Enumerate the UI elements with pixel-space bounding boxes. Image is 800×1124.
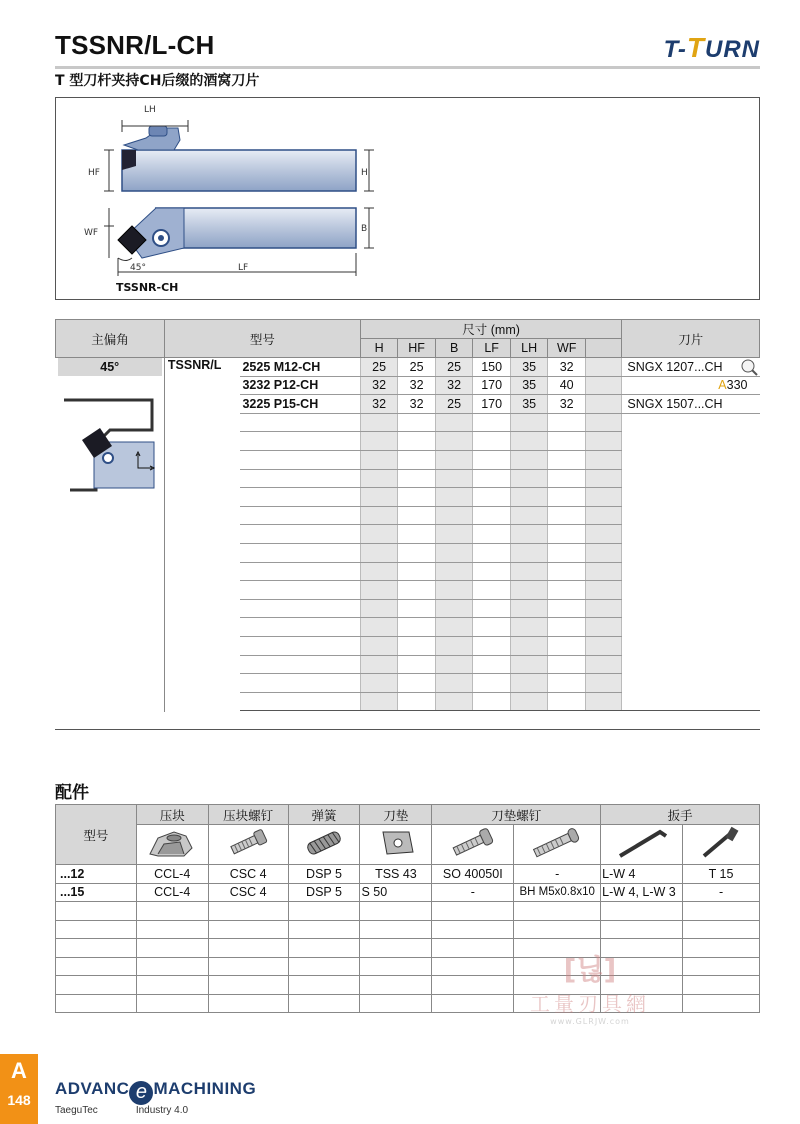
dim-label-lh: LH <box>144 105 156 115</box>
dim-cell: 40 <box>548 376 586 395</box>
acc-cell: DSP 5 <box>288 883 360 902</box>
angle-cell <box>56 358 165 712</box>
insert-name: SNGX 1507...CH <box>622 395 760 414</box>
acc-cell: TSS 43 <box>360 865 432 884</box>
dim-cell <box>585 358 621 377</box>
angle-value: 45° <box>58 358 162 376</box>
dim-label-lf: LF <box>238 263 249 273</box>
tool-drawing <box>55 97 760 300</box>
brand-logo <box>664 32 760 64</box>
acc-cell: SO 40050I <box>432 865 514 884</box>
dim-cell: 25 <box>398 358 436 377</box>
dim-label-wf: WF <box>84 228 99 238</box>
spring-icon <box>288 825 360 865</box>
logo-sub-left: TaeguTec <box>55 1105 98 1116</box>
watermark-icon: [닎] <box>563 953 617 986</box>
insert-name: SNGX 1207...CH <box>627 359 723 374</box>
acc-header-wrench: 扳手 <box>601 805 760 825</box>
header-insert: 刀片 <box>622 320 760 358</box>
dim-label-angle: 45° <box>130 263 146 273</box>
page-tab <box>0 1054 38 1124</box>
model-2525-m12-ch: 2525 M12-CH <box>240 358 360 377</box>
page-subtitle: T 型刀杆夹持CH后缀的酒窝刀片 <box>55 73 260 89</box>
watermark <box>530 948 650 1026</box>
acc-header-shim: 刀垫 <box>360 805 432 825</box>
page-ref-number: 330 <box>726 378 748 393</box>
dim-cell: 25 <box>435 358 473 377</box>
dim-cell: 32 <box>548 395 586 414</box>
page-number: 148 <box>7 1092 31 1108</box>
acc-header-clamp: 压块 <box>136 805 208 825</box>
section-letter: A <box>11 1058 27 1083</box>
table-bottom-rule <box>55 729 760 730</box>
acc-cell: CSC 4 <box>208 883 288 902</box>
acc-header-shim-screw: 刀垫螺钉 <box>432 805 601 825</box>
dim-cell <box>585 395 621 414</box>
dim-cell: 35 <box>510 395 548 414</box>
insert-cell <box>622 358 760 377</box>
acc-cell: CSC 4 <box>208 865 288 884</box>
page-title: TSSNR/L-CH <box>55 30 215 60</box>
dim-cell: 35 <box>510 376 548 395</box>
page-ref-letter: A <box>718 378 727 393</box>
header-dim-blank <box>585 339 621 358</box>
tool-drawing-svg <box>56 98 759 299</box>
shim-screw-icon <box>432 825 514 865</box>
dim-label-hf: HF <box>88 168 100 178</box>
acc-header-spring: 弹簧 <box>288 805 360 825</box>
header-dim-hf: HF <box>398 339 436 358</box>
clamp-icon <box>136 825 208 865</box>
acc-cell: L-W 4 <box>601 865 683 884</box>
dim-cell: 32 <box>398 376 436 395</box>
dim-cell: 170 <box>473 395 511 414</box>
acc-cell: - <box>432 883 514 902</box>
dim-cell: 35 <box>510 358 548 377</box>
header-dim-lh: LH <box>510 339 548 358</box>
logo-left: ADVANC <box>55 1079 130 1098</box>
hex-wrench-icon <box>601 825 683 865</box>
brand-part-3: URN <box>705 36 760 63</box>
header-dimensions: 尺寸 (mm) <box>360 320 622 339</box>
logo-right: MACHINING <box>153 1079 257 1098</box>
dim-cell: 32 <box>398 395 436 414</box>
acc-cell: S 50 <box>360 883 432 902</box>
torx-wrench-icon <box>683 825 760 865</box>
dim-cell: 32 <box>435 376 473 395</box>
accessories-title: 配件 <box>55 783 89 803</box>
clamp-screw <box>149 126 167 136</box>
accessories-table <box>55 804 760 1013</box>
header-dim-wf: WF <box>548 339 586 358</box>
dim-label-b: B <box>361 224 368 234</box>
side-view <box>104 120 374 191</box>
spec-table <box>55 319 760 711</box>
drawing-caption: TSSNR-CH <box>116 281 179 294</box>
brand-part-1: T- <box>663 36 687 63</box>
series-cell: TSSNR/L <box>167 358 222 372</box>
holder-top-body <box>156 208 356 248</box>
acc-type-12: ...12 <box>56 865 137 884</box>
magnifier-icon[interactable] <box>739 358 759 379</box>
header-model: 型号 <box>164 320 360 358</box>
dim-cell: 25 <box>435 395 473 414</box>
acc-cell: T 15 <box>683 865 760 884</box>
model-3225-p15-ch: 3225 P15-CH <box>240 395 360 414</box>
holder-side-body <box>122 150 356 191</box>
acc-cell: BH M5x0.8x10 <box>514 883 601 902</box>
page-reference[interactable] <box>622 376 760 395</box>
brand-part-2: T <box>686 32 705 63</box>
dim-label-h: H <box>361 168 368 178</box>
acc-cell: - <box>683 883 760 902</box>
acc-cell: - <box>514 865 601 884</box>
dim-cell: 150 <box>473 358 511 377</box>
acc-cell: L-W 4, L-W 3 <box>601 883 683 902</box>
dim-cell: 170 <box>473 376 511 395</box>
clamp-screw-icon <box>208 825 288 865</box>
logo-e: e <box>129 1081 153 1105</box>
title-divider <box>55 66 760 69</box>
acc-cell: DSP 5 <box>288 865 360 884</box>
dim-cell: 25 <box>360 358 398 377</box>
logo-sub-right: Industry 4.0 <box>135 1105 189 1116</box>
dim-cell: 32 <box>548 358 586 377</box>
shim-screw-long-icon <box>514 825 601 865</box>
acc-type-15: ...15 <box>56 883 137 902</box>
header-angle: 主偏角 <box>56 320 165 358</box>
dim-cell: 32 <box>360 395 398 414</box>
acc-header-clamp-screw: 压块螺钉 <box>208 805 288 825</box>
shim-icon <box>360 825 432 865</box>
acc-cell: CCL-4 <box>136 883 208 902</box>
holder-thumbnail <box>60 382 160 492</box>
dim-cell: 32 <box>360 376 398 395</box>
dim-cell <box>585 376 621 395</box>
watermark-text: 工量刃具網 <box>530 992 650 1016</box>
acc-header-type: 型号 <box>56 805 137 865</box>
header-dim-lf: LF <box>473 339 511 358</box>
watermark-url: www.GLRJW.com <box>550 1017 630 1026</box>
header-dim-h: H <box>360 339 398 358</box>
acc-cell: CCL-4 <box>136 865 208 884</box>
header-dim-b: B <box>435 339 473 358</box>
model-3232-p12-ch: 3232 P12-CH <box>240 376 360 395</box>
advance-machining-logo <box>55 1079 256 1116</box>
